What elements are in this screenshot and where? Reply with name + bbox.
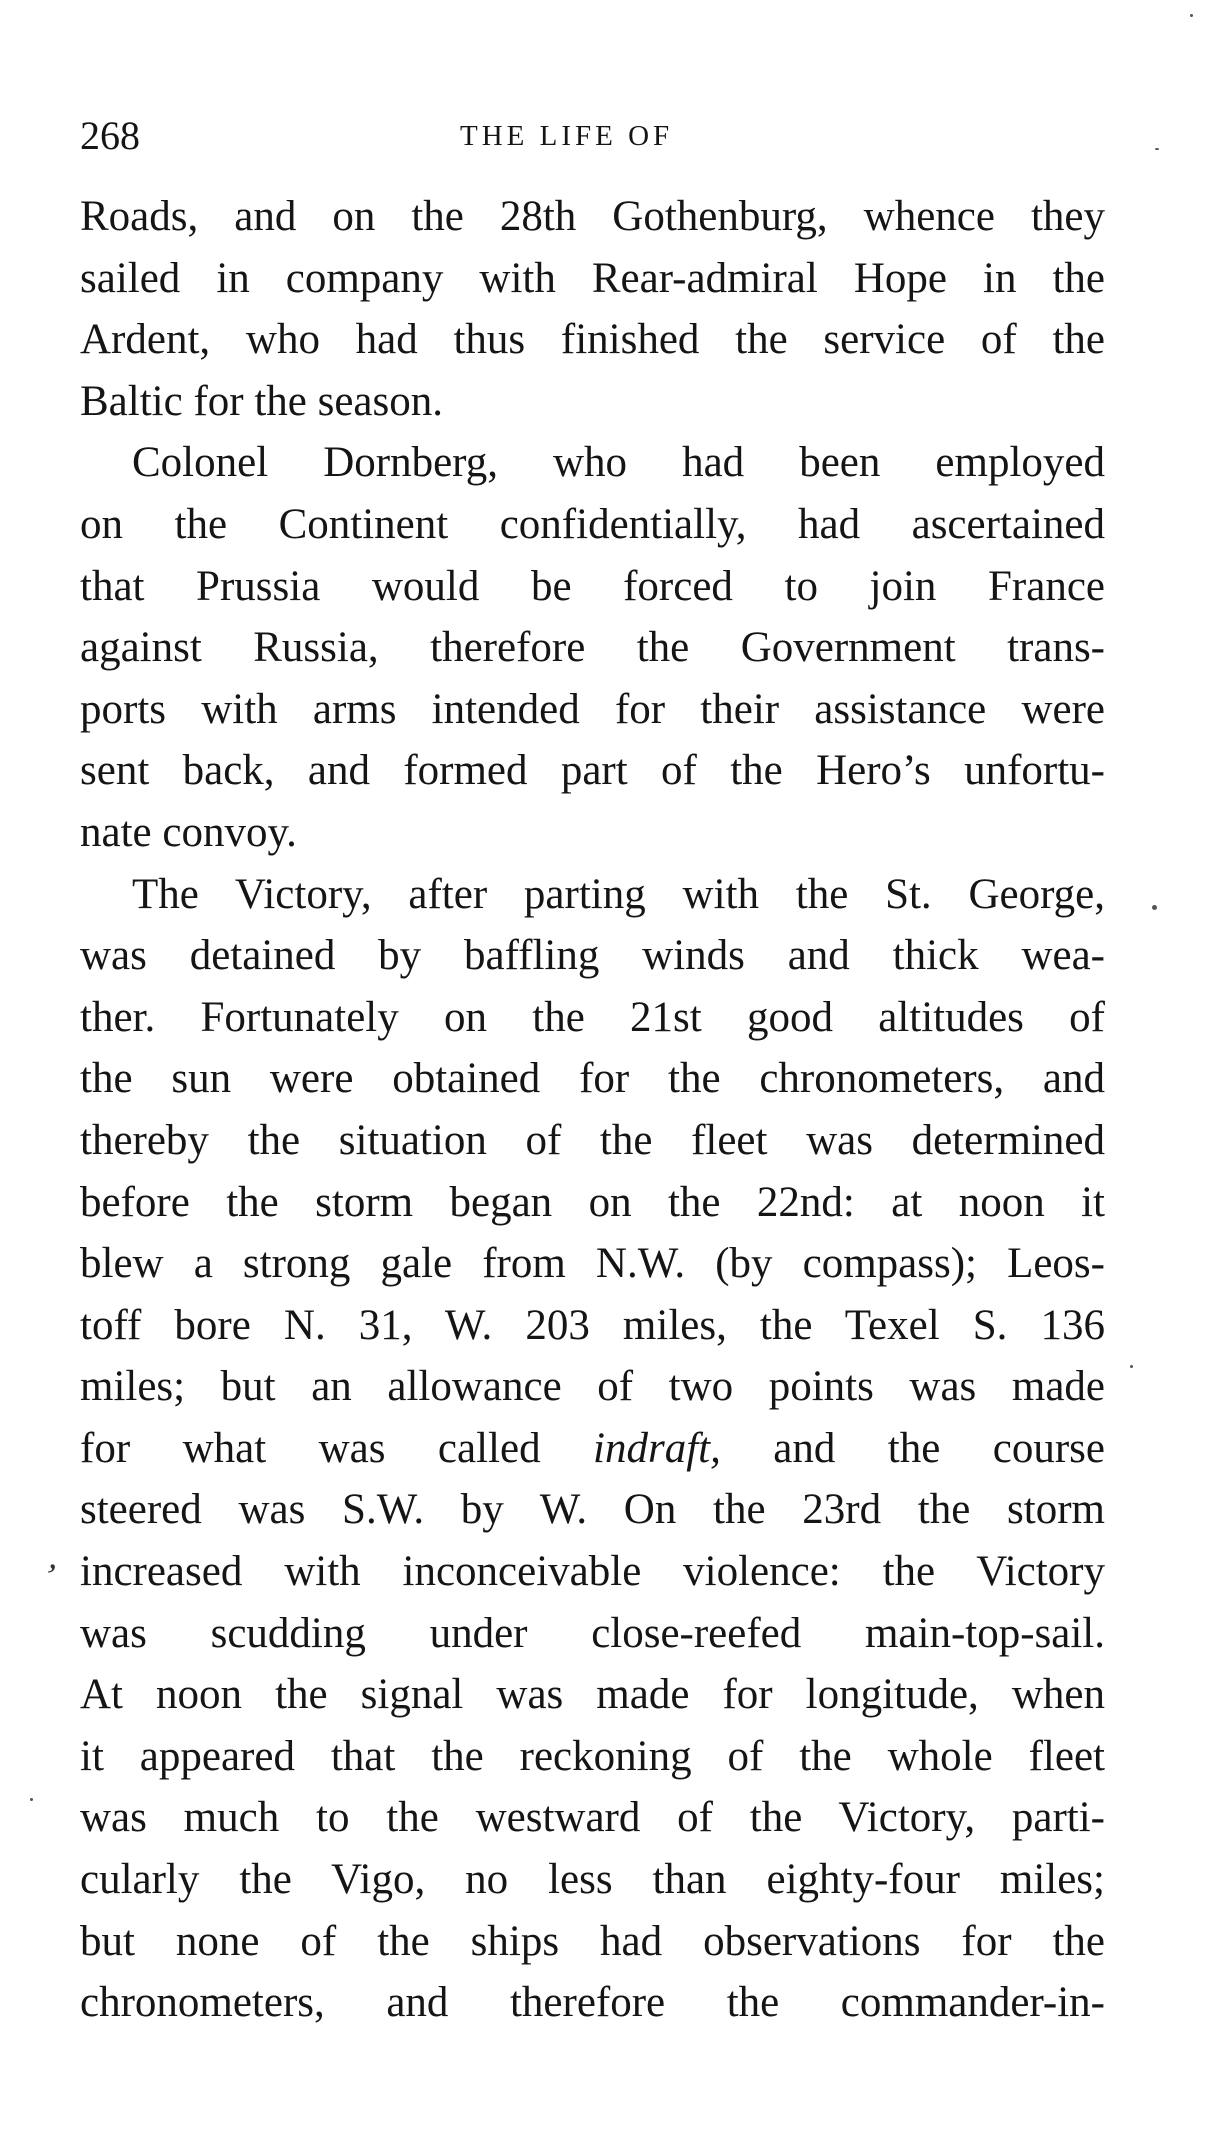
text-line: it appeared that the reckoning of the whole fleet	[80, 1732, 1105, 1780]
page-number: 268	[80, 113, 140, 158]
text-line: nate convoy.	[80, 808, 297, 856]
text-line: against Russia, therefore the Government trans-	[80, 624, 1105, 672]
text-line: steered was S.W. by W. On the 23rd the storm	[80, 1486, 1105, 1534]
running-title: THE LIFE OF	[460, 120, 674, 152]
text-line: was detained by baffling winds and thick wea-	[80, 932, 1105, 980]
text-line: the sun were obtained for the chronometers, and	[80, 1055, 1105, 1103]
text-line: ports with arms intended for their assistance were	[80, 685, 1105, 733]
print-speck	[1152, 905, 1157, 910]
paragraph-start-line: Colonel Dornberg, who had been employed	[132, 439, 1105, 487]
print-speck	[1190, 14, 1193, 17]
text-line: toff bore N. 31, W. 203 miles, the Texel S. 136	[80, 1301, 1105, 1349]
text-line: sent back, and formed part of the Hero’s unfortu-	[80, 747, 1105, 795]
text-line: blew a strong gale from N.W. (by compass); Leos-	[80, 1240, 1105, 1288]
text-line: that Prussia would be forced to join France	[80, 562, 1105, 610]
text-line: ther. Fortunately on the 21st good altitudes of	[80, 993, 1105, 1041]
running-head	[80, 112, 1105, 164]
text-line: Baltic for the season.	[80, 377, 444, 425]
text-line: At noon the signal was made for longitude, when	[80, 1671, 1105, 1719]
text-line: increased with inconceivable violence: the Victory	[80, 1548, 1105, 1596]
print-speck	[30, 1798, 33, 1801]
body-text	[80, 186, 1105, 2034]
italic-word: indraft,	[593, 1424, 721, 1472]
margin-tick-mark: ʼ	[39, 1555, 61, 1597]
text-line: but none of the ships had observations for the	[80, 1917, 1105, 1965]
text-segment: and the course	[720, 1424, 1106, 1472]
text-line: miles; but an allowance of two points was made	[80, 1363, 1105, 1411]
text-line: cularly the Vigo, no less than eighty-four miles;	[80, 1856, 1105, 1904]
text-line: was scudding under close-reefed main-top-sail.	[80, 1609, 1105, 1657]
print-speck	[1155, 148, 1159, 150]
text-line-with-italic	[80, 1418, 1105, 1480]
paragraph-start-line: The Victory, after parting with the St. George,	[132, 870, 1105, 918]
text-segment: for what was called	[80, 1424, 594, 1472]
text-line: was much to the westward of the Victory, parti-	[80, 1794, 1105, 1842]
text-line: thereby the situation of the fleet was determined	[80, 1116, 1105, 1164]
text-line: chronometers, and therefore the commander-in-	[80, 1979, 1105, 2027]
print-speck	[1130, 1365, 1133, 1368]
text-line: Roads, and on the 28th Gothenburg, whence they	[80, 193, 1105, 240]
text-line: on the Continent confidentially, had ascertained	[80, 500, 1105, 548]
text-line: Ardent, who had thus finished the service of the	[80, 316, 1105, 364]
text-line: sailed in company with Rear-admiral Hope in the	[80, 254, 1105, 302]
text-line: before the storm began on the 22nd: at noon it	[80, 1178, 1105, 1226]
